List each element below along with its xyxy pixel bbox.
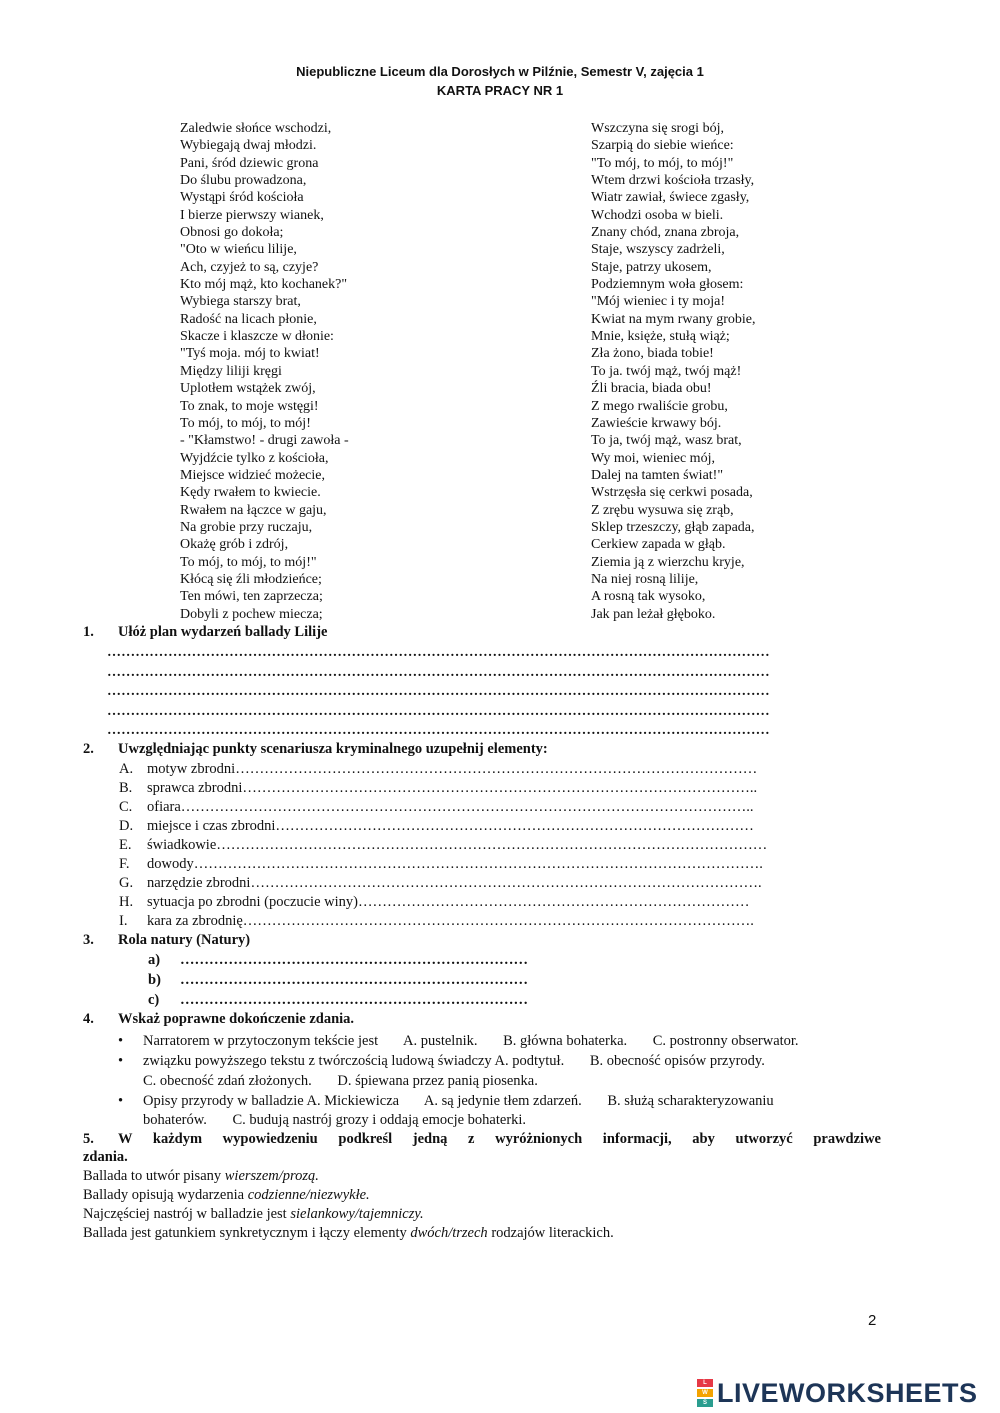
poem-line: Wy moi, wieniec mój, <box>591 450 715 466</box>
poem-line: Kto mój mąż, kto kochanek?" <box>180 277 348 293</box>
option[interactable]: D. śpiewana przez panią piosenka. <box>337 1073 538 1089</box>
option[interactable]: B. służą scharakteryzowaniu <box>607 1093 774 1109</box>
answer-line[interactable]: …………………………………………………………………………………………………………………………… <box>107 704 770 719</box>
list-item[interactable] <box>119 780 757 797</box>
poem-line: Wystąpi śród kościoła <box>180 190 304 206</box>
poem-line: Znany chód, znana zbroja, <box>591 225 740 241</box>
question-3 <box>83 932 250 949</box>
poem-line: "Mój wieniec i ty moja! <box>591 294 726 310</box>
page-number: 2 <box>868 1312 877 1329</box>
item-letter: A. <box>119 761 134 777</box>
item-letter: I. <box>119 913 128 929</box>
question-text: Ułóż plan wydarzeń ballady Lilije <box>118 624 328 640</box>
answer-line[interactable]: …………………………………………………………………………………………………………………………… <box>107 645 770 660</box>
question-number: 3. <box>83 932 94 948</box>
question-1 <box>83 624 327 641</box>
question-text: Uwzględniając punkty scenariusza kryminalnego uzupełnij elementy: <box>118 741 548 757</box>
poem-line: Wyjdźcie tylko z kościoła, <box>180 450 329 466</box>
answer-line[interactable] <box>148 952 528 969</box>
option-continuation: bohaterów. <box>143 1112 207 1128</box>
poem-line: To mój, to mój, to mój!" <box>180 554 317 570</box>
question-number: 4. <box>83 1011 94 1027</box>
item-text: motyw zbrodni……………………………………………………………………………………………… <box>147 761 758 777</box>
poem-line: Pani, śród dziewic grona <box>180 155 319 171</box>
poem-line: Źli bracia, biada obu! <box>591 381 712 397</box>
choice-text[interactable]: sielankowy/tajemniczy. <box>290 1206 424 1222</box>
option[interactable]: A. pustelnik. <box>402 1033 478 1049</box>
poem-line: Jak pan leżał głęboko. <box>591 606 716 622</box>
bullet-icon: • <box>118 1053 124 1069</box>
question-2 <box>83 741 548 758</box>
poem-line: "Tyś moja. mój to kwiat! <box>180 346 320 362</box>
sentence <box>83 1225 614 1242</box>
poem-line: Sklep trzeszczy, głąb zapada, <box>591 519 755 535</box>
option[interactable]: A. podtytuł. <box>494 1053 565 1069</box>
item-text: ……………………………………………………………… <box>180 952 528 968</box>
poem-line: Staje, patrzy ukosem, <box>591 259 712 275</box>
poem-line: Z mego rwaliście grobu, <box>591 398 728 414</box>
list-item[interactable] <box>119 875 762 892</box>
item-letter: G. <box>119 875 134 891</box>
sentence <box>83 1206 424 1223</box>
poem-left-column <box>180 120 349 623</box>
choice-text[interactable]: codzienne/niezwykłe. <box>247 1187 370 1203</box>
list-item[interactable] <box>119 799 754 816</box>
item-letter: B. <box>119 780 133 796</box>
sentence <box>83 1168 319 1185</box>
poem-line: Wybiega starszy brat, <box>180 294 301 310</box>
document-header <box>0 62 1000 100</box>
option[interactable]: C. obecność zdań złożonych. <box>143 1073 312 1089</box>
item-letter: C. <box>119 799 133 815</box>
choice-text[interactable]: wierszem/prozą. <box>224 1168 319 1184</box>
poem-line: Na niej rosną lilije, <box>591 571 699 587</box>
item-letter: D. <box>119 818 134 834</box>
logo-letter: S <box>697 1399 713 1407</box>
poem-line: Ziemia ją z wierzchu kryje, <box>591 554 745 570</box>
question-number: 1. <box>83 624 94 640</box>
sentence-text: Ballady opisują wydarzenia <box>83 1187 248 1203</box>
poem-line: Wszczyna się srogi bój, <box>591 121 724 136</box>
poem-line: A rosną tak wysoko, <box>591 589 706 605</box>
poem-line: Wtem drzwi kościoła trzasły, <box>591 173 755 189</box>
answer-line[interactable]: …………………………………………………………………………………………………………………………… <box>107 684 770 699</box>
poem-line: "Oto w wieńcu lilije, <box>180 242 297 258</box>
poem-line: To znak, to moje wstęgi! <box>180 398 319 414</box>
worksheet-title: KARTA PRACY NR 1 <box>436 83 564 98</box>
poem-line: Między liliji kręgi <box>180 363 282 379</box>
answer-line[interactable] <box>148 992 528 1009</box>
item-text: sprawca zbrodni…………………………………………………………………………………………….. <box>147 780 758 796</box>
poem-line: Dobyli z pochew miecza; <box>180 606 323 622</box>
poem-line: Uplotłem wstążek zwój, <box>180 381 316 397</box>
poem-line: Mnie, księże, stułą wiąż; <box>591 329 730 345</box>
question-number: 2. <box>83 741 94 757</box>
school-title: Niepubliczne Liceum dla Dorosłych w Pilźnie, Semestr V, zajęcia 1 <box>296 64 704 79</box>
poem-line: Kwiat na mym rwany grobie, <box>591 311 756 327</box>
answer-line[interactable]: …………………………………………………………………………………………………………………………… <box>107 665 770 680</box>
item-letter: H. <box>119 894 134 910</box>
item-letter: c) <box>148 992 160 1008</box>
list-item[interactable] <box>119 818 754 835</box>
poem-right-column <box>591 120 755 623</box>
bullet-stem: Narratorem w przytoczonym tekście jest <box>143 1033 379 1049</box>
list-item[interactable] <box>119 856 763 873</box>
poem-line: Kędy rwałem to kwiecie. <box>180 485 321 501</box>
item-text: ……………………………………………………………… <box>180 992 528 1008</box>
sentence <box>83 1187 370 1204</box>
item-letter: b) <box>148 972 161 988</box>
answer-line[interactable] <box>148 972 528 989</box>
sentence-text: Ballada to utwór pisany <box>83 1168 225 1184</box>
option[interactable]: B. główna bohaterka. <box>503 1033 628 1049</box>
poem-line: Dalej na tamten świat!" <box>591 467 724 483</box>
poem-line: Obnosi go dokoła; <box>180 225 284 241</box>
question-text: Rola natury (Natury) <box>118 932 251 948</box>
poem-line: Radość na licach płonie, <box>180 311 317 327</box>
poem-line: Podziemnym woła głosem: <box>591 277 744 293</box>
item-text: dowody………………………………………………………………………………………………………. <box>147 856 763 872</box>
poem-line: I bierze pierwszy wianek, <box>180 207 324 223</box>
poem-line: Okażę grób i zdrój, <box>180 537 289 553</box>
list-item[interactable] <box>119 913 754 930</box>
poem-line: Cerkiew zapada w głąb. <box>591 537 726 553</box>
question-5-continuation: zdania. <box>83 1149 128 1165</box>
choice-text[interactable]: dwóch/trzech <box>410 1225 488 1241</box>
item-text: narzędzie zbrodni……………………………………………………………………………………………. <box>147 875 762 891</box>
poem-line: To ja. twój mąż, twój mąż! <box>591 363 742 379</box>
poem-line: Zaledwie słońce wschodzi, <box>180 121 332 136</box>
poem-line: Wchodzi osoba w bieli. <box>591 207 724 223</box>
item-letter: E. <box>119 837 132 853</box>
list-item[interactable] <box>119 894 749 911</box>
logo-letter: L <box>697 1379 713 1387</box>
poem-line: Skacze i klaszcze w dłonie: <box>180 329 334 345</box>
poem-line: Kłócą się źli młodzieńce; <box>180 571 322 587</box>
poem-line: Ten mówi, ten zaprzecza; <box>180 589 323 605</box>
bullet-icon: • <box>118 1093 124 1109</box>
poem-line: To mój, to mój, to mój! <box>180 415 311 431</box>
poem-line: Miejsce widzieć możecie, <box>180 467 325 483</box>
poem-line: - "Kłamstwo! - drugi zawoła - <box>180 433 349 449</box>
poem-line: Wiatr zawiał, świece zgasły, <box>591 190 750 206</box>
bullet-icon: • <box>118 1033 124 1049</box>
question-number: 5. <box>83 1131 94 1147</box>
list-item[interactable] <box>119 761 757 778</box>
poem-line: Z zrębu wysuwa się zrąb, <box>591 502 734 518</box>
poem-line: Wstrzęsła się cerkwi posada, <box>591 485 753 501</box>
logo-letter: W <box>697 1389 713 1397</box>
poem-line: Rwałem na łączce w gaju, <box>180 502 327 518</box>
question-text: W każdym wypowiedzeniu podkreśl jedną z wyróżnionych informacji, aby utworzyć prawdziwe <box>118 1131 881 1147</box>
question-4 <box>83 1011 354 1028</box>
question-5 <box>83 1131 881 1148</box>
logo-text: LIVEWORKSHEETS <box>717 1377 978 1408</box>
item-letter: F. <box>119 856 130 872</box>
poem-line: Zawieście krwawy bój. <box>591 415 722 431</box>
item-letter: a) <box>148 952 161 968</box>
item-text: sytuacja po zbrodni (poczucie winy)……………………………………………………………………… <box>147 894 750 910</box>
poem-line: Wybiegają dwaj młodzi. <box>180 138 317 154</box>
answer-line[interactable]: …………………………………………………………………………………………………………………………… <box>107 723 770 738</box>
poem-line: To ja, twój mąż, wasz brat, <box>591 433 742 449</box>
bullet-stem: Opisy przyrody w balladzie A. Mickiewicza <box>143 1093 400 1109</box>
poem-line: Do ślubu prowadzona, <box>180 173 307 189</box>
poem-line: Szarpią do siebie wieńce: <box>591 138 734 154</box>
option[interactable]: C. budują nastrój grozy i oddają emocje bohaterki. <box>232 1112 527 1128</box>
liveworksheets-logo <box>697 1378 978 1408</box>
poem-line: Staje, wszyscy zadrżeli, <box>591 242 725 258</box>
sentence-text: rodzajów literackich. <box>487 1225 614 1241</box>
item-text: kara za zbrodnię……………………………………………………………………………………………. <box>147 913 754 929</box>
poem-line: Na grobie przy ruczaju, <box>180 519 313 535</box>
option[interactable]: B. obecność opisów przyrody. <box>589 1053 765 1069</box>
list-item[interactable] <box>119 837 767 854</box>
item-text: ofiara……………………………………………………………………………………………………….. <box>147 799 754 815</box>
item-text: świadkowie…………………………………………………………………………………………………… <box>147 837 768 853</box>
poem-line: "To mój, to mój, to mój!" <box>591 155 734 171</box>
option[interactable]: A. są jedynie tłem zdarzeń. <box>423 1093 582 1109</box>
option[interactable]: C. postronny obserwator. <box>652 1033 799 1049</box>
item-text: miejsce i czas zbrodni……………………………………………………………………………………… <box>147 818 754 834</box>
logo-mark-icon <box>697 1378 713 1408</box>
question-text: Wskaż poprawne dokończenie zdania. <box>118 1011 355 1027</box>
bullet-stem: związku powyższego tekstu z twórczością ludową świadczy <box>143 1053 492 1069</box>
item-text: ……………………………………………………………… <box>180 972 528 988</box>
sentence-text: Najczęściej nastrój w balladzie jest <box>83 1206 291 1222</box>
poem-line: Ach, czyjeż to są, czyje? <box>180 259 319 275</box>
sentence-text: Ballada jest gatunkiem synkretycznym i łączy elementy <box>83 1225 411 1241</box>
poem-line: Zła żono, biada tobie! <box>591 346 714 362</box>
